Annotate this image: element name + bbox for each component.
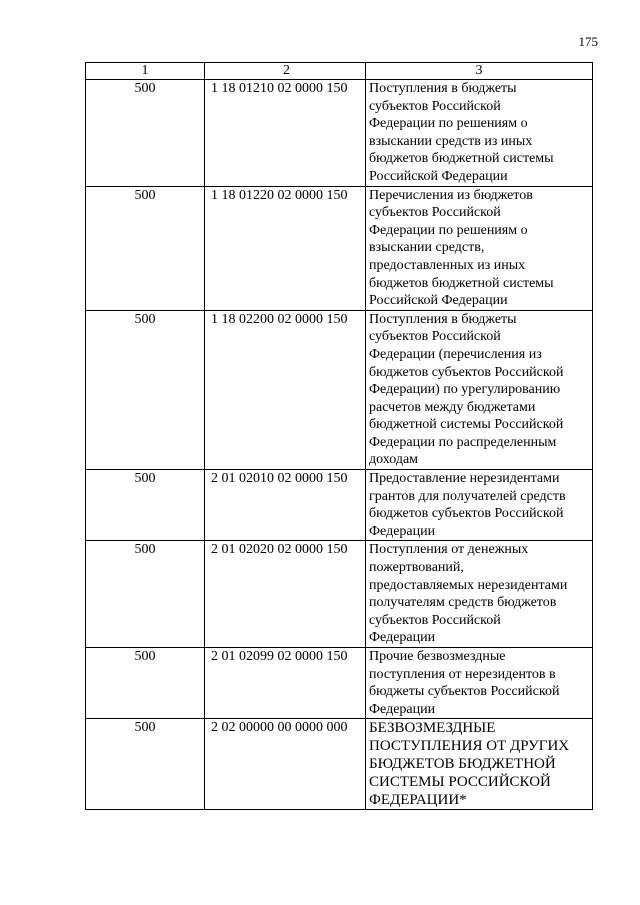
description-line: Федерации (перечисления из (369, 346, 542, 362)
description-line: Федерации (369, 523, 436, 539)
description-cell (366, 719, 593, 810)
description-line: Поступления от денежных (369, 542, 529, 558)
description-line: бюджетов бюджетной системы (369, 151, 554, 167)
description-line: бюджетов бюджетной системы (369, 275, 554, 291)
budget-code-cell: 1 18 02200 02 0000 150 (205, 310, 366, 469)
description-line: Российской Федерации (369, 168, 508, 184)
description-line: бюджеты субъектов Российской (369, 684, 560, 700)
budget-code-cell: 1 18 01210 02 0000 150 (205, 80, 366, 187)
description-line: Перечисления из бюджетов (369, 187, 533, 203)
description-line: субъектов Российской (369, 98, 501, 114)
description-line: доходам (369, 452, 419, 468)
description-line: взыскании средств из иных (369, 133, 533, 149)
budget-code-cell: 2 01 02020 02 0000 150 (205, 541, 366, 648)
admin-code-cell: 500 (86, 80, 205, 187)
description-line: бюджетов субъектов Российской (369, 506, 564, 522)
budget-codes-table (85, 62, 593, 810)
table-row (86, 541, 593, 648)
description-line: Предоставление нерезидентами (369, 471, 560, 487)
budget-code-cell: 2 02 00000 00 0000 000 (205, 719, 366, 810)
column-header-3: 3 (366, 63, 593, 80)
description-cell (366, 470, 593, 541)
admin-code-cell: 500 (86, 719, 205, 810)
description-cell (366, 648, 593, 719)
description-line: предоставленных из иных (369, 257, 526, 273)
description-line: субъектов Российской (369, 612, 501, 628)
admin-code-cell: 500 (86, 541, 205, 648)
table-row (86, 648, 593, 719)
description-line: взыскании средств, (369, 240, 485, 256)
admin-code-cell: 500 (86, 648, 205, 719)
description-line: Федерации по решениям о (369, 222, 528, 238)
description-line: Федерации) по урегулированию (369, 382, 561, 398)
description-line: получателям средств бюджетов (369, 595, 557, 611)
admin-code-cell: 500 (86, 310, 205, 469)
budget-code-cell: 2 01 02099 02 0000 150 (205, 648, 366, 719)
description-cell (366, 80, 593, 187)
description-line: расчетов между бюджетами (369, 399, 536, 415)
description-line: Российской Федерации (369, 293, 508, 309)
description-cell (366, 186, 593, 310)
table-header-row (86, 63, 593, 80)
description-cell (366, 310, 593, 469)
description-line: Федерации (369, 701, 436, 717)
description-line: бюджетной системы Российской (369, 417, 564, 433)
table-body (86, 80, 593, 810)
description-cell (366, 541, 593, 648)
description-line: Федерации (369, 630, 436, 646)
description-line: СИСТЕМЫ РОССИЙСКОЙ (369, 774, 551, 791)
description-line: ПОСТУПЛЕНИЯ ОТ ДРУГИХ (369, 738, 570, 755)
description-line: грантов для получателей средств (369, 488, 566, 504)
column-header-1: 1 (86, 63, 205, 80)
column-header-2: 2 (205, 63, 366, 80)
description-line: БЕЗВОЗМЕЗДНЫЕ (369, 720, 496, 737)
description-line: Федерации по распределенным (369, 434, 557, 450)
description-line: предоставляемых нерезидентами (369, 577, 568, 593)
description-line: бюджетов субъектов Российской (369, 364, 564, 380)
description-line: БЮДЖЕТОВ БЮДЖЕТНОЙ (369, 756, 556, 773)
description-line: субъектов Российской (369, 205, 501, 221)
table-row (86, 80, 593, 187)
table-row (86, 719, 593, 810)
description-line: Поступления в бюджеты (369, 81, 517, 96)
description-line: Поступления в бюджеты (369, 311, 517, 327)
admin-code-cell: 500 (86, 186, 205, 310)
page-number: 175 (578, 34, 598, 49)
budget-code-cell: 1 18 01220 02 0000 150 (205, 186, 366, 310)
description-line: поступления от нерезидентов в (369, 666, 556, 682)
table-row (86, 310, 593, 469)
description-line: Федерации по решениям о (369, 116, 528, 132)
description-line: пожертвований, (369, 560, 464, 576)
admin-code-cell: 500 (86, 470, 205, 541)
table-row (86, 470, 593, 541)
table-row (86, 186, 593, 310)
description-line: ФЕДЕРАЦИИ* (369, 792, 467, 809)
description-line: Прочие безвозмездные (369, 649, 506, 664)
description-line: субъектов Российской (369, 329, 501, 345)
budget-code-cell: 2 01 02010 02 0000 150 (205, 470, 366, 541)
